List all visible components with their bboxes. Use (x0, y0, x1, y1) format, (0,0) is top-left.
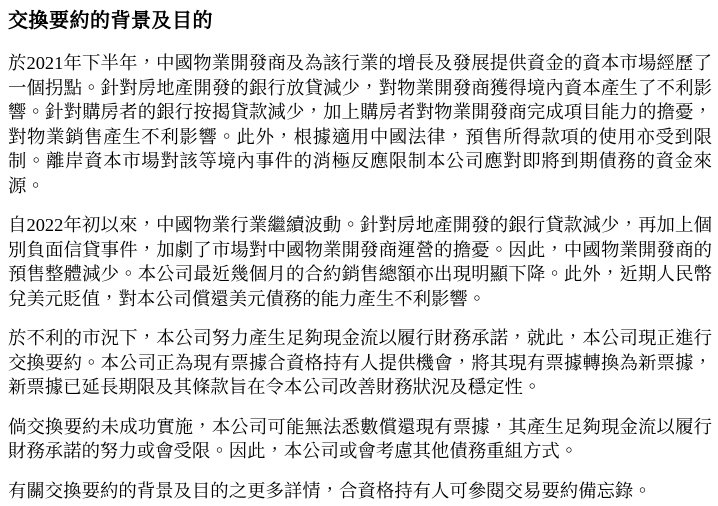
section-heading: 交換要約的背景及目的 (8, 10, 213, 32)
paragraph-further-details-reference: 有關交換要約的背景及目的之更多詳情，合資格持有人可參閱交易要約備忘錄。 (8, 480, 652, 501)
paragraph-market-turning-point: 於2021年下半年，中國物業開發商及為該行業的增長及發展提供資金的資本市場經歷了一個拐點。針對房地產開發的銀行放貸減少，對物業開發商獲得境內資本產生了不利影響。針對購房者的銀行按揭貸款減少，加上購房者對物業開發商完成項目能力的擔憂，對物業銷售產生不利影響。此外，根據適用中國法律，預售所得款項的使用亦受到限制。離岸資本市場對該等境內事件的消極反應限制本公司應對即將到期債務的資金來源。 (8, 53, 712, 196)
paragraph-exchange-offer-purpose: 於不利的市況下，本公司努力產生足夠現金流以履行財務承諾，就此，本公司現正進行交換要約。本公司正為現有票據合資格持有人提供機會，將其現有票據轉換為新票據，新票據已延長期限及其條款旨在令本公司改善財務狀況及穩定性。 (8, 328, 712, 397)
paragraph-industry-volatility: 自2022年初以來，中國物業行業繼續波動。針對房地產開發的銀行貸款減少，再加上個別負面信貸事件，加劇了市場對中國物業開發商運營的擔憂。因此，中國物業開發商的預售整體減少。本公司最近幾個月的合約銷售總額亦出現明顯下降。此外，近期人民幣兌美元貶值，對本公司償還美元債務的能力產生不利影響。 (8, 215, 712, 309)
paragraph-failure-consequences: 倘交換要約未成功實施，本公司可能無法悉數償還現有票據，其產生足夠現金流以履行財務承諾的努力或會受限。因此，本公司或會考慮其他債務重組方式。 (8, 416, 712, 461)
